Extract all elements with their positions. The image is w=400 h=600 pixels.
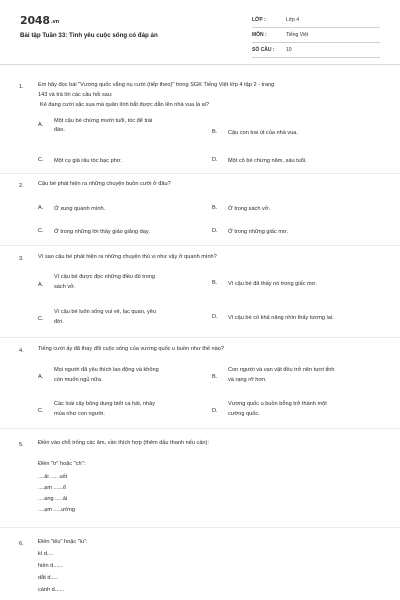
meta-value: 10: [286, 47, 292, 53]
fill-line[interactable]: hiền d......: [38, 563, 63, 569]
option-text[interactable]: đào.: [54, 127, 65, 133]
header-divider: [0, 64, 400, 65]
meta-value: Lớp 4: [286, 17, 300, 23]
fill-line[interactable]: cánh d......: [38, 587, 65, 593]
option-text[interactable]: Ở trong những lời thầy giáo giảng dạy.: [54, 229, 150, 235]
option-text[interactable]: Một cô bé chừng năm, sáu tuổi.: [228, 158, 307, 164]
option-text[interactable]: Vì cậu bé có khả năng nhìn thấy tương lai.: [228, 315, 334, 321]
fill-line[interactable]: ....ang .....ải: [38, 496, 68, 502]
question-separator: [0, 428, 400, 429]
option-letter[interactable]: C.: [38, 228, 44, 234]
question-text-line: Kẻ đang cười sặc sụa mà quân lính bắt được dẫn lên nhà vua là ai?: [40, 102, 210, 108]
question-number: 2.: [19, 183, 24, 189]
question-text-line: Cậu bé phát hiện ra những chuyện buồn cười ở đâu?: [38, 181, 171, 187]
fill-line[interactable]: dắt d.....: [38, 575, 59, 581]
question-text-line: Điền vào chỗ trống các âm, vần thích hợp (thêm dấu thanh nếu cần):: [38, 440, 209, 446]
fill-line[interactable]: ....ạm ......ổ: [38, 485, 66, 491]
meta-key: LỚP :: [252, 17, 266, 23]
option-text[interactable]: Ở xung quanh mình.: [54, 206, 106, 212]
logo-suffix: .vn: [50, 19, 59, 25]
option-text[interactable]: Một cậu bé chừng mười tuổi, tóc để trái: [54, 118, 153, 124]
option-letter[interactable]: D.: [212, 228, 218, 234]
option-text[interactable]: Vì cậu bé được đọc những điều đó trong: [54, 274, 156, 280]
option-letter[interactable]: D.: [212, 314, 218, 320]
site-logo[interactable]: [20, 14, 59, 27]
question-text-line: Tiếng cười ấy đã thay đổi cuộc sống của vương quốc u buồn như thế nào?: [38, 346, 224, 352]
option-text[interactable]: Ở trong những giấc mơ.: [228, 229, 289, 235]
option-letter[interactable]: B.: [212, 374, 218, 380]
question-separator: [0, 245, 400, 246]
fill-line: Điền "tr" hoặc "ch":: [38, 461, 86, 467]
option-letter[interactable]: A.: [38, 122, 44, 128]
option-text[interactable]: Vì cậu bé đã thấy nó trong giấc mơ.: [228, 281, 317, 287]
option-text[interactable]: sách vở.: [54, 284, 76, 290]
option-letter[interactable]: C.: [38, 408, 44, 414]
option-text[interactable]: và rạng rỡ hơn.: [228, 377, 267, 383]
option-letter[interactable]: B.: [212, 280, 218, 286]
option-letter[interactable]: A.: [38, 374, 44, 380]
question-number: 4.: [19, 348, 24, 354]
question-text-line: Em hãy đọc bài "Vương quốc vắng nụ cười (tiếp theo)" trong SGK Tiếng Việt lớp 4 tập 2 - trang: [38, 82, 275, 88]
question-separator: [0, 337, 400, 338]
option-letter[interactable]: A.: [38, 282, 44, 288]
option-text[interactable]: Ở trong sách vở.: [228, 206, 271, 212]
meta-row-subject: [252, 28, 380, 43]
option-text[interactable]: Vương quốc u buồn bỗng trở thành một: [228, 401, 327, 407]
question-text-line: 143 và trả lời các câu hỏi sau:: [38, 92, 113, 98]
meta-row-class: [252, 13, 380, 28]
fill-line[interactable]: ....ải ..... uốt: [38, 474, 68, 480]
question-number: 5.: [19, 442, 24, 448]
question-separator: [0, 173, 400, 174]
option-letter[interactable]: C.: [38, 316, 44, 322]
question-text-line: Điền "iêu" hoặc "iu":: [38, 539, 88, 545]
question-text-line: Vì sao cậu bé phát hiện ra những chuyện thú vị như vậy ở quanh mình?: [38, 254, 217, 260]
option-text[interactable]: còn muốn ngủ nữa.: [54, 377, 103, 383]
worksheet-title: Bài tập Tuần 33: Tình yêu cuộc sống có đáp án: [20, 32, 158, 39]
option-letter[interactable]: B.: [212, 205, 218, 211]
question-number: 3.: [19, 256, 24, 262]
option-text[interactable]: Một cụ già râu tóc bạc phơ.: [54, 158, 123, 164]
option-text[interactable]: Các loài cây bông dung biết ca hát, nhảy: [54, 401, 156, 407]
question-number: 1.: [19, 84, 24, 90]
option-text[interactable]: Cậu con trai út của nhà vua.: [228, 130, 298, 136]
fill-line[interactable]: kì d....: [38, 551, 54, 557]
fill-line[interactable]: ....ạm .....ường: [38, 507, 75, 513]
option-text[interactable]: múa như con người.: [54, 411, 105, 417]
question-separator: [0, 527, 400, 528]
option-text[interactable]: Con người và vạn vật đều trở nên tươi tỉnh: [228, 367, 335, 373]
option-text[interactable]: cường quốc.: [228, 411, 260, 417]
question-number: 6.: [19, 541, 24, 547]
meta-table: [252, 13, 380, 58]
meta-value: Tiếng Việt: [286, 32, 309, 38]
logo-text: 2048: [20, 14, 50, 27]
meta-key: SỐ CÂU :: [252, 47, 275, 53]
option-letter[interactable]: A.: [38, 205, 44, 211]
option-text[interactable]: đời.: [54, 319, 64, 325]
option-letter[interactable]: D.: [212, 408, 218, 414]
option-letter[interactable]: B.: [212, 129, 218, 135]
option-letter[interactable]: D.: [212, 157, 218, 163]
option-text[interactable]: Vì cậu bé luôn sống vui vẻ, lạc quan, yêu: [54, 309, 156, 315]
worksheet-header: [0, 0, 400, 62]
option-text[interactable]: Mọi người đã yêu thích lao động và không: [54, 367, 159, 373]
meta-row-count: [252, 43, 380, 58]
meta-key: MÔN :: [252, 32, 267, 38]
option-letter[interactable]: C.: [38, 157, 44, 163]
